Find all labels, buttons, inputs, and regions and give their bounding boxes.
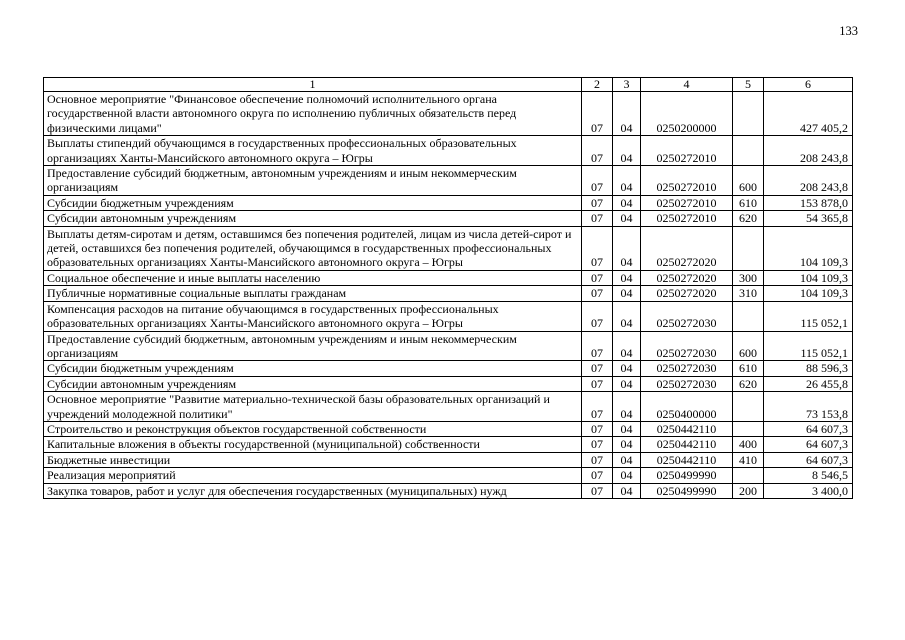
- table-row: [44, 361, 853, 376]
- table-row: [44, 483, 853, 498]
- row-amount: 64 607,3: [764, 452, 853, 467]
- table-row: [44, 211, 853, 226]
- row-section: 07: [582, 270, 613, 285]
- row-target-article: 0250200000: [641, 92, 733, 136]
- row-name: Выплаты стипендий обучающимся в государственных профессиональных образовательных организациях Ханты-Мансийского автономного округа – Югры: [44, 136, 582, 166]
- table-body: [44, 92, 853, 499]
- row-expense-type: [733, 392, 764, 422]
- table-row: [44, 301, 853, 331]
- row-section: 07: [582, 286, 613, 301]
- row-target-article: 0250272010: [641, 211, 733, 226]
- table-row: [44, 136, 853, 166]
- row-subsection: 04: [613, 483, 641, 498]
- table-row: [44, 92, 853, 136]
- table-row: [44, 331, 853, 361]
- row-target-article: 0250272010: [641, 166, 733, 196]
- row-amount: 104 109,3: [764, 226, 853, 270]
- row-subsection: 04: [613, 331, 641, 361]
- table-row: [44, 195, 853, 210]
- row-amount: 26 455,8: [764, 376, 853, 391]
- row-expense-type: 610: [733, 195, 764, 210]
- row-amount: 153 878,0: [764, 195, 853, 210]
- row-name: Предоставление субсидий бюджетным, автономным учреждениям и иным некоммерческим организациям: [44, 166, 582, 196]
- row-name: Выплаты детям-сиротам и детям, оставшимся без попечения родителей, лицам из числа детей-сирот и детей, оставшихся без попечения родителей, обучающимся в государственных профессиональных образовательных организациях Ханты-Мансийского автономного округа – Югры: [44, 226, 582, 270]
- row-subsection: 04: [613, 166, 641, 196]
- row-target-article: 0250272020: [641, 286, 733, 301]
- row-section: 07: [582, 452, 613, 467]
- row-expense-type: 410: [733, 452, 764, 467]
- table-row: [44, 286, 853, 301]
- row-section: 07: [582, 166, 613, 196]
- row-section: 07: [582, 226, 613, 270]
- row-section: 07: [582, 421, 613, 436]
- table-row: [44, 270, 853, 285]
- row-amount: 88 596,3: [764, 361, 853, 376]
- header-col-6: 6: [764, 78, 853, 92]
- row-expense-type: [733, 136, 764, 166]
- row-amount: 54 365,8: [764, 211, 853, 226]
- table-row: [44, 437, 853, 452]
- row-target-article: 0250499990: [641, 483, 733, 498]
- row-expense-type: 600: [733, 331, 764, 361]
- row-name: Публичные нормативные социальные выплаты гражданам: [44, 286, 582, 301]
- row-expense-type: [733, 421, 764, 436]
- row-expense-type: 310: [733, 286, 764, 301]
- row-expense-type: [733, 226, 764, 270]
- row-amount: 8 546,5: [764, 468, 853, 483]
- row-subsection: 04: [613, 211, 641, 226]
- row-name: Субсидии бюджетным учреждениям: [44, 361, 582, 376]
- table-row: [44, 226, 853, 270]
- row-target-article: 0250272020: [641, 226, 733, 270]
- header-col-4: 4: [641, 78, 733, 92]
- row-expense-type: 620: [733, 211, 764, 226]
- row-subsection: 04: [613, 392, 641, 422]
- row-expense-type: 620: [733, 376, 764, 391]
- row-name: Закупка товаров, работ и услуг для обеспечения государственных (муниципальных) нужд: [44, 483, 582, 498]
- row-expense-type: 610: [733, 361, 764, 376]
- row-section: 07: [582, 361, 613, 376]
- page-number: 133: [839, 24, 858, 38]
- row-expense-type: 400: [733, 437, 764, 452]
- row-section: 07: [582, 331, 613, 361]
- row-subsection: 04: [613, 286, 641, 301]
- row-section: 07: [582, 301, 613, 331]
- row-expense-type: 200: [733, 483, 764, 498]
- row-name: Предоставление субсидий бюджетным, автономным учреждениям и иным некоммерческим организациям: [44, 331, 582, 361]
- row-expense-type: [733, 301, 764, 331]
- row-section: 07: [582, 211, 613, 226]
- row-section: 07: [582, 468, 613, 483]
- row-name: Капитальные вложения в объекты государственной (муниципальной) собственности: [44, 437, 582, 452]
- header-col-5: 5: [733, 78, 764, 92]
- row-section: 07: [582, 437, 613, 452]
- row-target-article: 0250442110: [641, 452, 733, 467]
- row-section: 07: [582, 483, 613, 498]
- row-target-article: 0250272020: [641, 270, 733, 285]
- row-subsection: 04: [613, 226, 641, 270]
- row-target-article: 0250272030: [641, 361, 733, 376]
- row-subsection: 04: [613, 136, 641, 166]
- row-subsection: 04: [613, 376, 641, 391]
- table-header-row: [44, 78, 853, 92]
- table-row: [44, 452, 853, 467]
- row-name: Компенсация расходов на питание обучающимся в государственных профессиональных образовательных организациях Ханты-Мансийского автономного округа – Югры: [44, 301, 582, 331]
- row-subsection: 04: [613, 301, 641, 331]
- table-row: [44, 376, 853, 391]
- row-target-article: 0250400000: [641, 392, 733, 422]
- row-subsection: 04: [613, 361, 641, 376]
- row-expense-type: [733, 92, 764, 136]
- row-target-article: 0250272030: [641, 301, 733, 331]
- row-subsection: 04: [613, 468, 641, 483]
- row-subsection: 04: [613, 437, 641, 452]
- row-name: Субсидии автономным учреждениям: [44, 376, 582, 391]
- row-amount: 73 153,8: [764, 392, 853, 422]
- row-section: 07: [582, 136, 613, 166]
- row-amount: 104 109,3: [764, 286, 853, 301]
- row-name: Строительство и реконструкция объектов государственной собственности: [44, 421, 582, 436]
- row-amount: 427 405,2: [764, 92, 853, 136]
- row-section: 07: [582, 195, 613, 210]
- budget-table: [43, 77, 853, 499]
- row-amount: 208 243,8: [764, 136, 853, 166]
- row-name: Бюджетные инвестиции: [44, 452, 582, 467]
- header-col-3: 3: [613, 78, 641, 92]
- row-name: Социальное обеспечение и иные выплаты населению: [44, 270, 582, 285]
- row-name: Основное мероприятие "Финансовое обеспечение полномочий исполнительного органа государственной власти автономного округа по исполнению публичных обязательств перед физическими лицами": [44, 92, 582, 136]
- table-row: [44, 421, 853, 436]
- row-name: Реализация мероприятий: [44, 468, 582, 483]
- row-target-article: 0250499990: [641, 468, 733, 483]
- row-target-article: 0250272010: [641, 136, 733, 166]
- row-amount: 115 052,1: [764, 331, 853, 361]
- table-row: [44, 166, 853, 196]
- row-expense-type: 300: [733, 270, 764, 285]
- row-subsection: 04: [613, 421, 641, 436]
- row-target-article: 0250272030: [641, 331, 733, 361]
- row-amount: 64 607,3: [764, 421, 853, 436]
- row-name: Субсидии бюджетным учреждениям: [44, 195, 582, 210]
- row-subsection: 04: [613, 270, 641, 285]
- row-section: 07: [582, 92, 613, 136]
- row-expense-type: 600: [733, 166, 764, 196]
- row-target-article: 0250442110: [641, 421, 733, 436]
- row-amount: 64 607,3: [764, 437, 853, 452]
- header-col-2: 2: [582, 78, 613, 92]
- row-amount: 115 052,1: [764, 301, 853, 331]
- header-col-1: 1: [44, 78, 582, 92]
- row-target-article: 0250272010: [641, 195, 733, 210]
- row-subsection: 04: [613, 92, 641, 136]
- row-name: Субсидии автономным учреждениям: [44, 211, 582, 226]
- row-amount: 208 243,8: [764, 166, 853, 196]
- row-section: 07: [582, 392, 613, 422]
- row-amount: 104 109,3: [764, 270, 853, 285]
- row-target-article: 0250442110: [641, 437, 733, 452]
- row-target-article: 0250272030: [641, 376, 733, 391]
- row-name: Основное мероприятие "Развитие материально-технической базы образовательных организаций и учреждений молодежной политики": [44, 392, 582, 422]
- row-amount: 3 400,0: [764, 483, 853, 498]
- row-subsection: 04: [613, 195, 641, 210]
- table-row: [44, 468, 853, 483]
- row-section: 07: [582, 376, 613, 391]
- table-row: [44, 392, 853, 422]
- row-subsection: 04: [613, 452, 641, 467]
- row-expense-type: [733, 468, 764, 483]
